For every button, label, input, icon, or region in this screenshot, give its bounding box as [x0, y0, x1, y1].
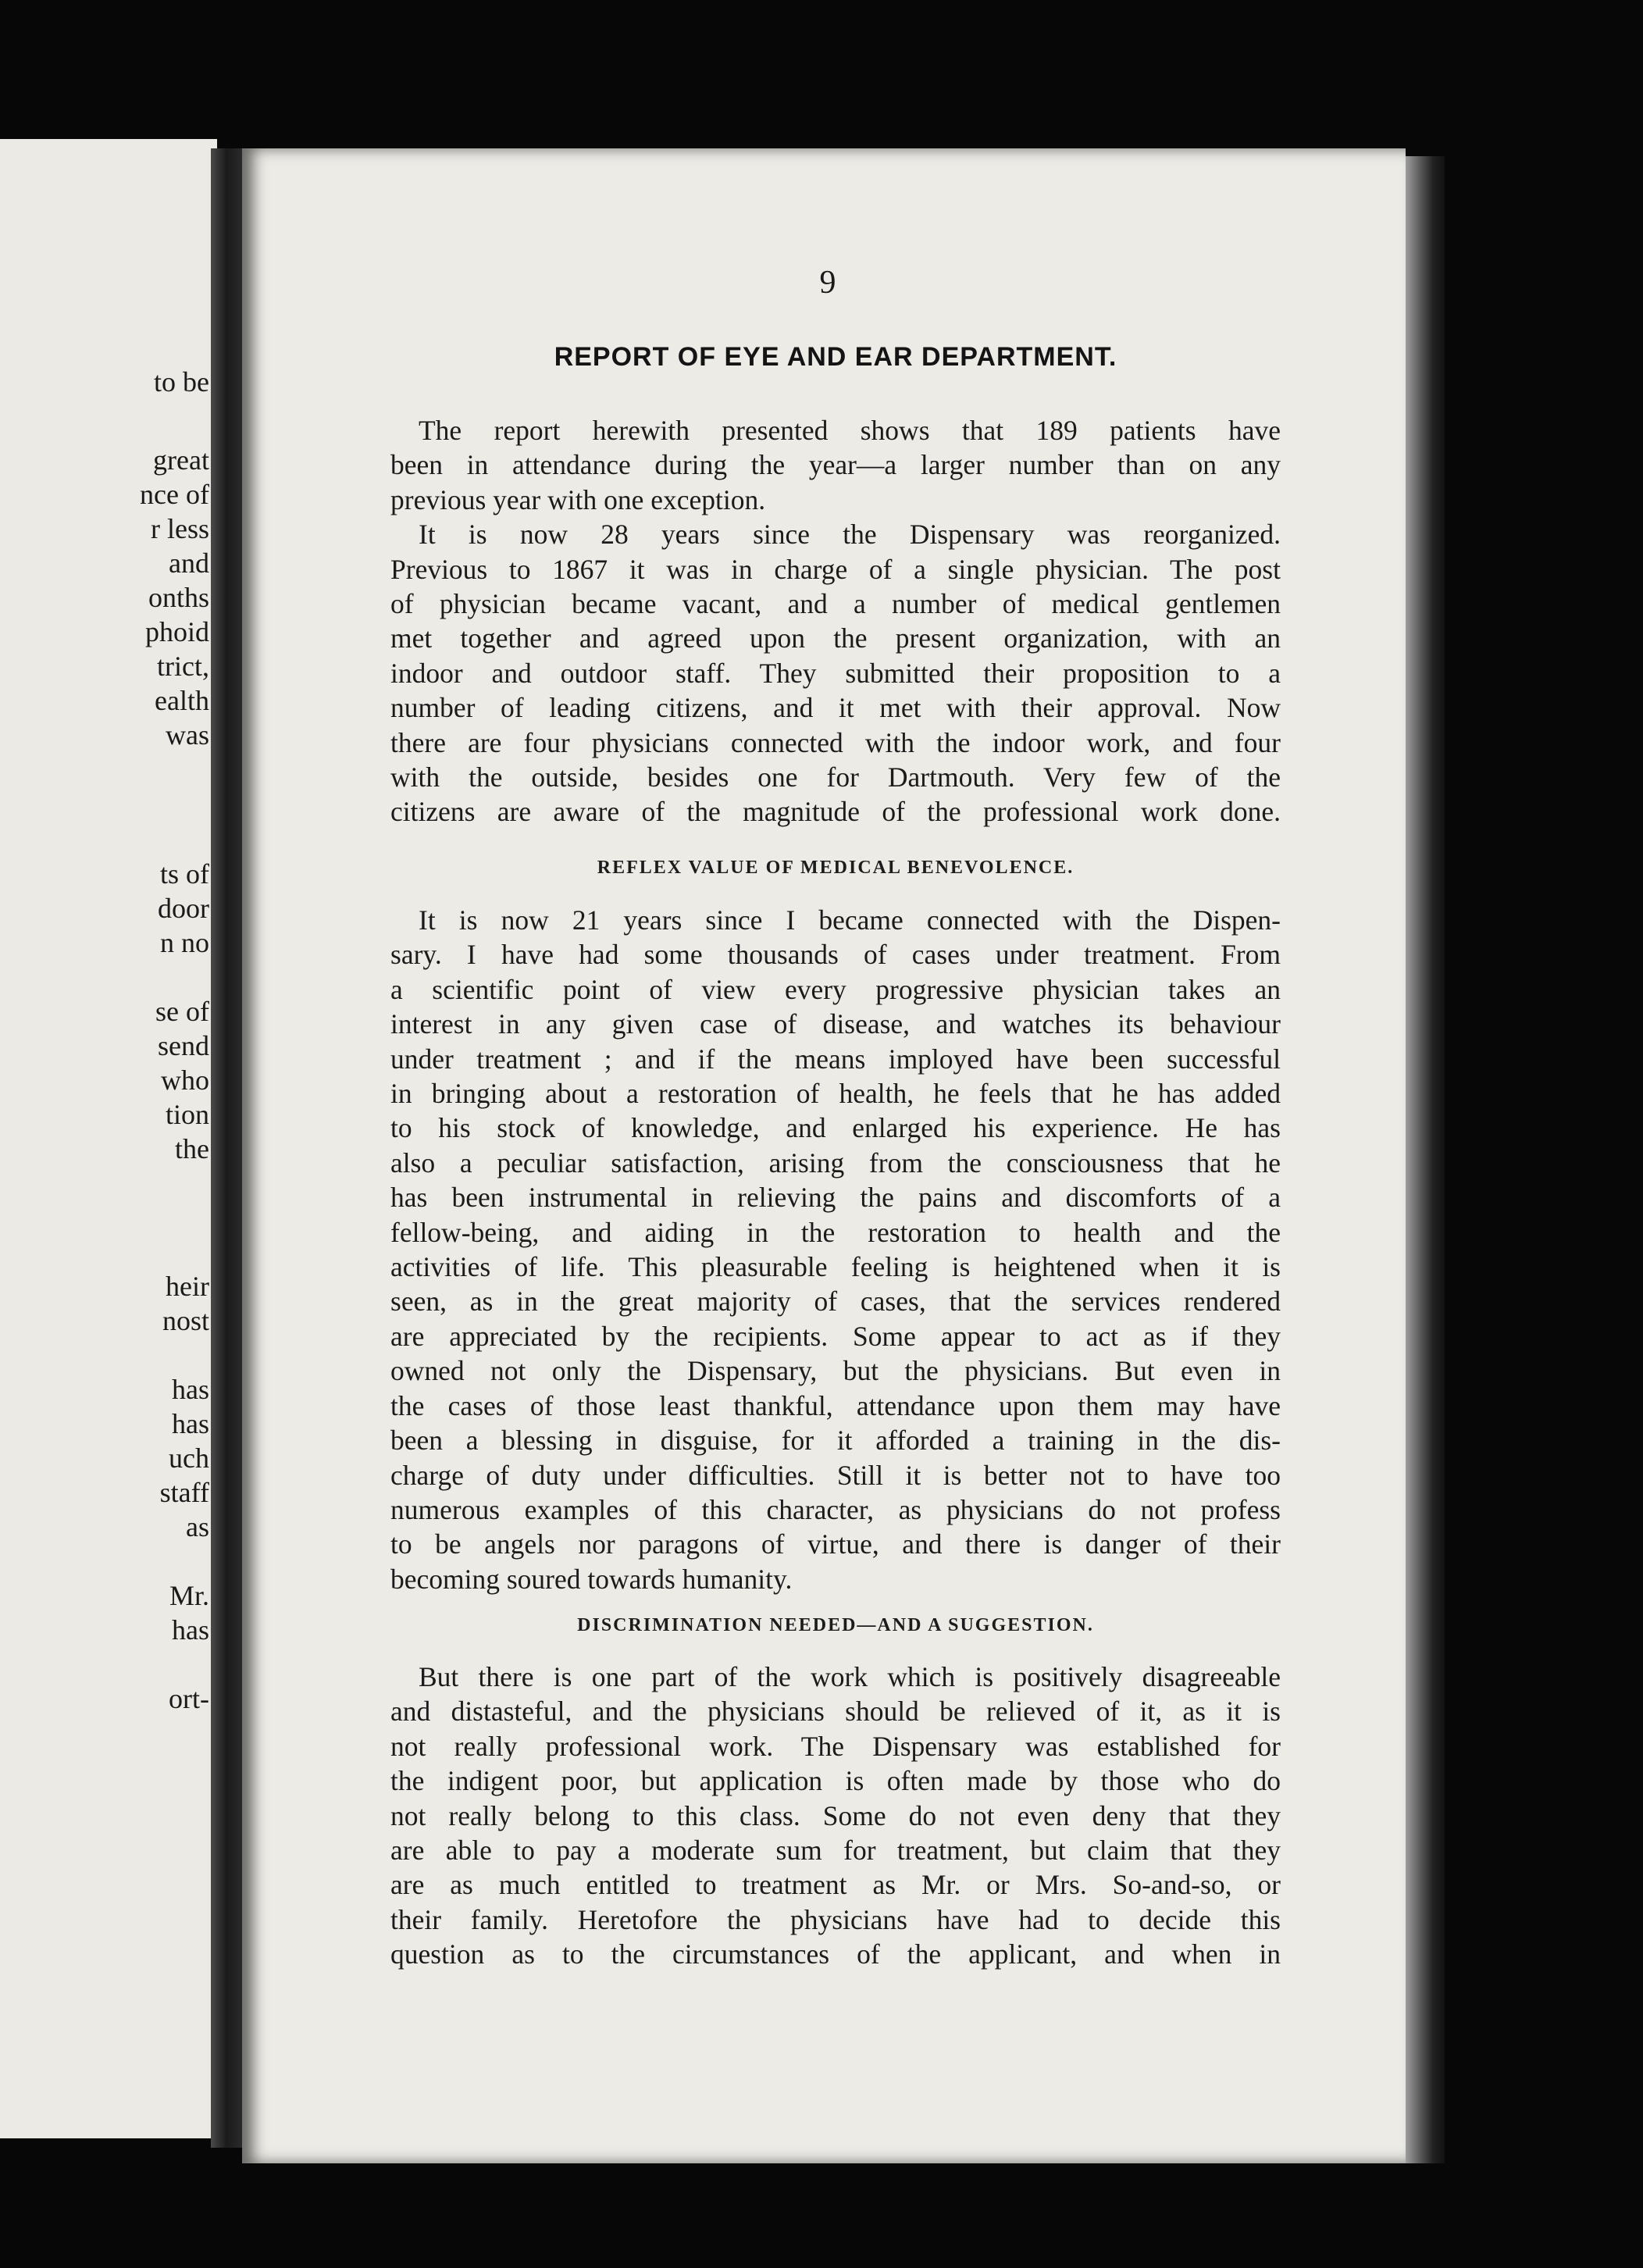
- text-line: been in attendance during the year—a larger number than on any: [390, 449, 1281, 481]
- text-line: But there is one part of the work which is positively disagreeable: [419, 1661, 1281, 1692]
- fragment: trict,: [157, 651, 209, 682]
- text-line: there are four physicians connected with the indoor work, and four: [390, 726, 1281, 758]
- text-line: numerous examples of this character, as physicians do not profess: [390, 1493, 1281, 1525]
- fragment: phoid: [144, 616, 209, 647]
- fragment: staff: [159, 1477, 209, 1508]
- text-line: of physician became vacant, and a number of medical gentlemen: [390, 588, 1281, 620]
- fragment: ts of: [160, 858, 209, 890]
- fragment: tion: [165, 1099, 209, 1130]
- fragment: se of: [155, 996, 209, 1027]
- text-line: under treatment ; and if the means imployed have been successful: [390, 1043, 1281, 1075]
- fragment: send: [158, 1030, 209, 1061]
- text-line: are able to pay a moderate sum for treatment, but claim that they: [390, 1835, 1281, 1867]
- text-line: previous year with one exception.: [390, 483, 766, 515]
- fragment: nost: [162, 1305, 209, 1336]
- previous-page: [0, 139, 217, 2138]
- text-line: to be angels nor paragons of virtue, and there is danger of their: [390, 1528, 1281, 1560]
- text-line: The report herewith presented shows that 189 patients have: [419, 415, 1281, 446]
- fragment: uch: [169, 1442, 209, 1474]
- text-line: and distasteful, and the physicians should be relieved of it, as it is: [390, 1696, 1281, 1728]
- text-line: charge of duty under difficulties. Still it is better not to have too: [390, 1459, 1281, 1491]
- text-line: in bringing about a restoration of health, he feels that he has added: [390, 1078, 1281, 1110]
- section-heading-discrimination: DISCRIMINATION NEEDED—AND A SUGGESTION.: [577, 1615, 1094, 1635]
- fragment: and: [169, 547, 209, 579]
- text-line: becoming soured towards humanity.: [390, 1563, 793, 1595]
- fragment: r less: [151, 513, 209, 544]
- text-line: It is now 21 years since I became connected with the Dispen-: [419, 904, 1281, 936]
- text-line: not really belong to this class. Some do not even deny that they: [390, 1799, 1281, 1831]
- text-line: a scientific point of view every progressive physician takes an: [390, 973, 1281, 1005]
- fragment: great: [153, 444, 209, 476]
- text-line: met together and agreed upon the present organization, with an: [390, 622, 1281, 654]
- page-number: 9: [819, 265, 836, 301]
- fragment: as: [186, 1511, 209, 1542]
- text-line: fellow-being, and aiding in the restoration to health and the: [390, 1216, 1281, 1248]
- text-line: are as much entitled to treatment as Mr. or Mrs. So-and-so, or: [390, 1869, 1281, 1901]
- text-line: Previous to 1867 it was in charge of a single physician. The post: [390, 553, 1281, 585]
- fragment: nce of: [140, 479, 209, 510]
- fragment: onths: [148, 582, 209, 613]
- fragment: has: [172, 1374, 209, 1405]
- fragment: ealth: [155, 685, 209, 716]
- fragment: heir: [166, 1271, 209, 1302]
- paragraph-introduction: [390, 413, 1281, 829]
- fragment: the: [175, 1133, 209, 1164]
- text-line: not really professional work. The Dispensary was established for: [390, 1730, 1281, 1762]
- text-line: the indigent poor, but application is often made by those who do: [390, 1765, 1281, 1797]
- text-line: citizens are aware of the magnitude of the professional work done.: [390, 796, 1281, 828]
- fragment: to be: [154, 366, 209, 398]
- fragment: door: [158, 893, 209, 924]
- text-line: with the outside, besides one for Dartmouth. Very few of the: [390, 761, 1281, 793]
- text-line: been a blessing in disguise, for it afforded a training in the dis-: [390, 1425, 1281, 1457]
- paragraph-reflex-value: [390, 903, 1281, 1596]
- text-line: interest in any given case of disease, and watches its behaviour: [390, 1008, 1281, 1040]
- fragment: n no: [160, 927, 209, 958]
- section-heading-reflex-value: REFLEX VALUE OF MEDICAL BENEVOLENCE.: [597, 858, 1075, 878]
- paragraph-discrimination: [390, 1660, 1281, 1972]
- text-line: seen, as in the great majority of cases, that the services rendered: [390, 1286, 1281, 1318]
- text-line: question as to the circumstances of the applicant, and when in: [390, 1938, 1281, 1970]
- fragment: was: [166, 719, 209, 751]
- fragment: who: [161, 1064, 209, 1096]
- fragment: has: [172, 1614, 209, 1646]
- text-line: also a peculiar satisfaction, arising from the consciousness that he: [390, 1146, 1281, 1179]
- page-title: REPORT OF EYE AND EAR DEPARTMENT.: [554, 342, 1117, 372]
- text-line: their family. Heretofore the physicians have had to decide this: [390, 1903, 1281, 1935]
- text-line: to his stock of knowledge, and enlarged his experience. He has: [390, 1112, 1281, 1144]
- text-line: has been instrumental in relieving the pains and discomforts of a: [390, 1182, 1281, 1214]
- text-line: sary. I have had some thousands of cases under treatment. From: [390, 939, 1281, 971]
- text-line: It is now 28 years since the Dispensary was reorganized.: [419, 519, 1281, 551]
- text-line: activities of life. This pleasurable feeling is heightened when it is: [390, 1251, 1281, 1283]
- fragment: Mr.: [169, 1580, 209, 1611]
- page-edge: [1406, 156, 1445, 2163]
- text-line: owned not only the Dispensary, but the physicians. But even in: [390, 1355, 1281, 1387]
- text-line: are appreciated by the recipients. Some appear to act as if they: [390, 1320, 1281, 1352]
- text-line: the cases of those least thankful, attendance upon them may have: [390, 1389, 1281, 1421]
- fragment: ort-: [169, 1683, 209, 1714]
- text-line: number of leading citizens, and it met with their approval. Now: [390, 692, 1281, 724]
- text-line: indoor and outdoor staff. They submitted their proposition to a: [390, 657, 1281, 689]
- fragment: has: [172, 1408, 209, 1439]
- book-gutter: [211, 148, 242, 2148]
